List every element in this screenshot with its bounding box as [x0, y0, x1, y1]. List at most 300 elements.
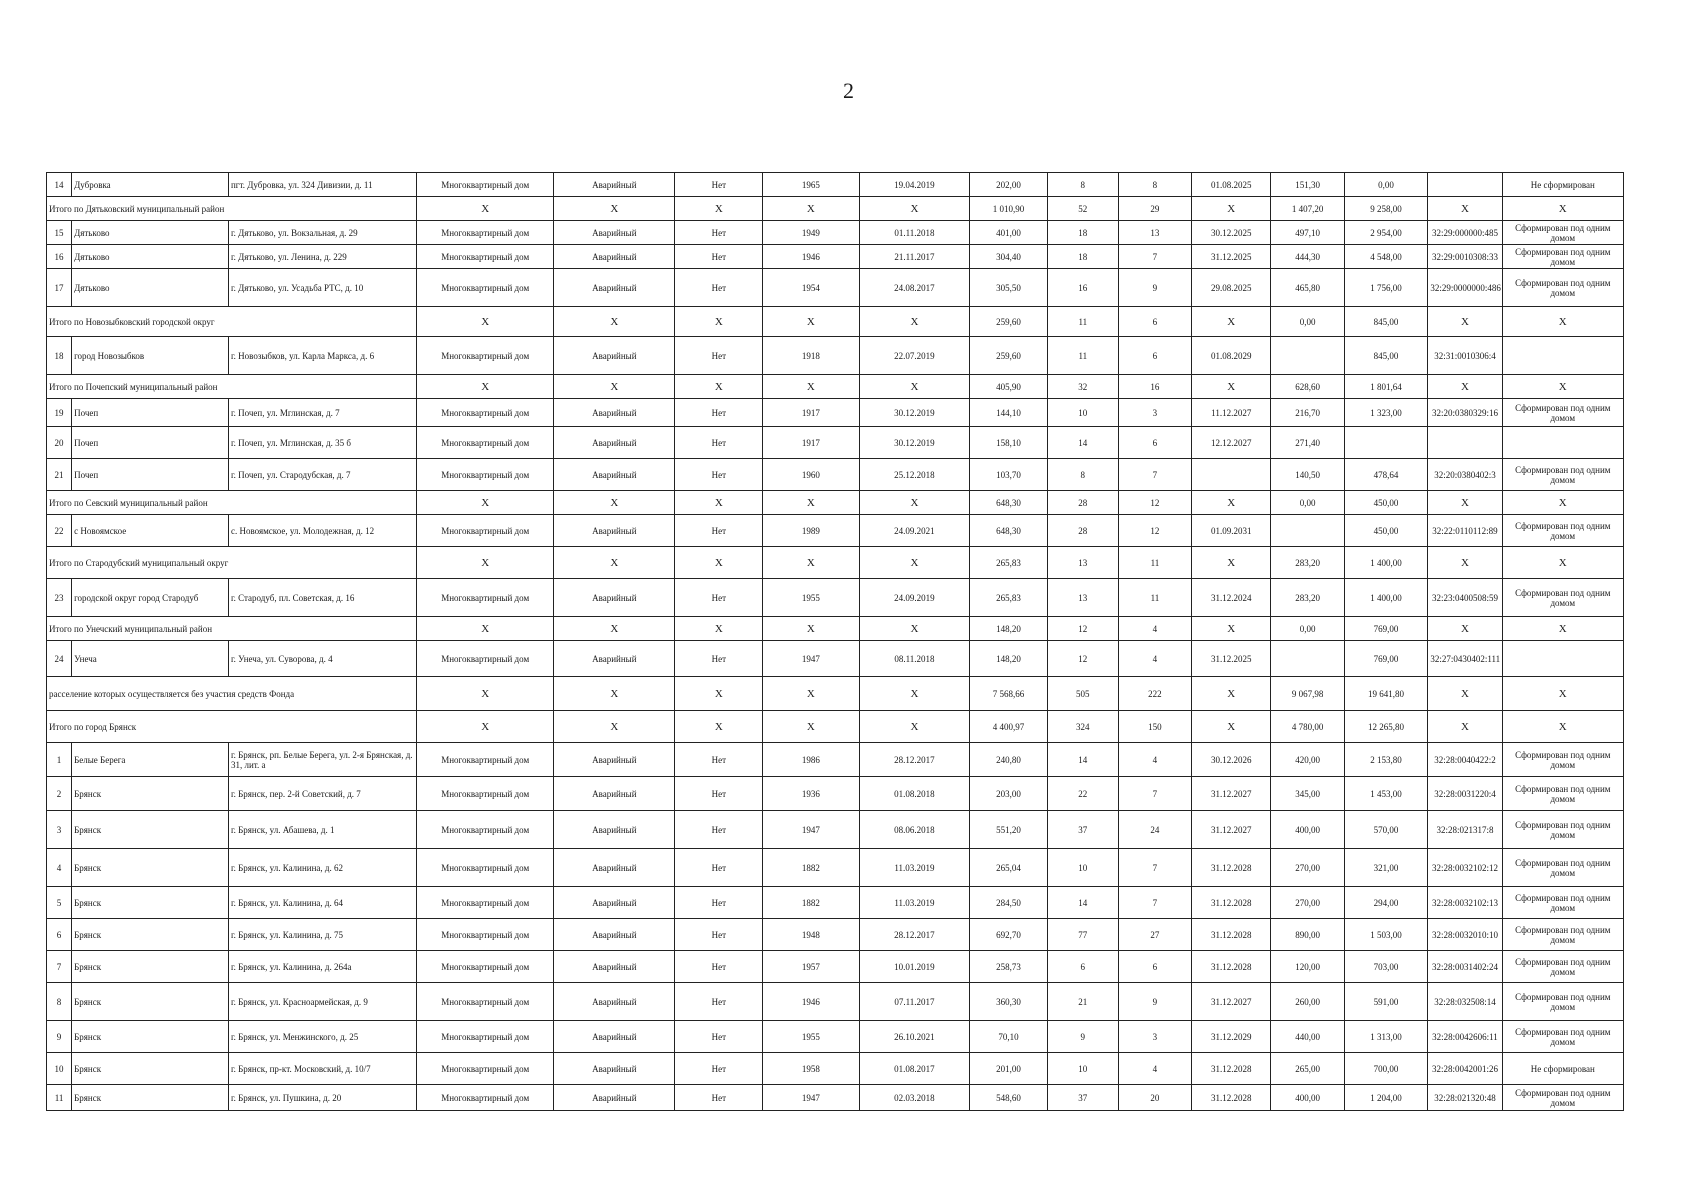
table-cell: Дятьково: [72, 269, 229, 307]
table-cell: 140,50: [1271, 459, 1344, 491]
table-cell: 450,00: [1344, 491, 1428, 515]
table-cell: 240,80: [970, 743, 1047, 777]
table-cell: 8: [1047, 459, 1118, 491]
table-cell: 505: [1047, 677, 1118, 711]
table-cell: Нет: [675, 777, 763, 811]
table-cell: Аварийный: [554, 221, 675, 245]
table-cell: X: [1502, 677, 1623, 711]
table-cell: 440,00: [1271, 1021, 1344, 1053]
table-cell: Многоквартирный дом: [417, 951, 554, 983]
table-cell: 700,00: [1344, 1053, 1428, 1085]
table-cell: 01.08.2029: [1192, 337, 1271, 375]
table-cell: Многоквартирный дом: [417, 1085, 554, 1111]
table-cell: 18: [1047, 221, 1118, 245]
table-cell: 845,00: [1344, 307, 1428, 337]
table-cell: 6: [1118, 337, 1191, 375]
table-cell: Аварийный: [554, 427, 675, 459]
table-cell: г. Стародуб, пл. Советская, д. 16: [228, 579, 416, 617]
table-cell: г. Брянск, ул. Красноармейская, д. 9: [228, 983, 416, 1021]
table-cell: X: [554, 375, 675, 399]
table-cell: X: [859, 307, 970, 337]
table-cell: г. Почеп, ул. Мглинская, д. 35 б: [228, 427, 416, 459]
table-cell: Многоквартирный дом: [417, 427, 554, 459]
table-cell: 450,00: [1344, 515, 1428, 547]
table-cell: X: [675, 617, 763, 641]
table-cell: 1948: [763, 919, 859, 951]
table-cell: Брянск: [72, 951, 229, 983]
table-cell: 4 780,00: [1271, 711, 1344, 743]
table-cell: 10: [1047, 1053, 1118, 1085]
table-cell: г. Почеп, ул. Стародубская, д. 7: [228, 459, 416, 491]
table-cell: 13: [1047, 579, 1118, 617]
table-cell: Аварийный: [554, 515, 675, 547]
subtotal-label: Итого по Почепский муниципальный район: [47, 375, 417, 399]
table-cell: 1947: [763, 811, 859, 849]
table-cell: 8: [1118, 173, 1191, 197]
table-cell: 1 010,90: [970, 197, 1047, 221]
table-cell: X: [417, 197, 554, 221]
table-cell: 7: [1118, 849, 1191, 887]
table-cell: X: [763, 677, 859, 711]
table-cell: X: [763, 197, 859, 221]
table-cell: Не сформирован: [1502, 1053, 1623, 1085]
subtotal-row: [47, 197, 1624, 221]
table-cell: 258,73: [970, 951, 1047, 983]
table-cell: 28.12.2017: [859, 743, 970, 777]
table-cell: 420,00: [1271, 743, 1344, 777]
table-cell: г. Почеп, ул. Мглинская, д. 7: [228, 399, 416, 427]
table-cell: X: [859, 617, 970, 641]
table-row: [47, 1085, 1624, 1111]
table-cell: 31.12.2027: [1192, 777, 1271, 811]
table-cell: 77: [1047, 919, 1118, 951]
table-cell: Нет: [675, 951, 763, 983]
table-cell: 144,10: [970, 399, 1047, 427]
table-cell: Аварийный: [554, 811, 675, 849]
table-cell: Сформирован под одним домом: [1502, 811, 1623, 849]
table-cell: 3: [1118, 1021, 1191, 1053]
table-cell: X: [1428, 677, 1502, 711]
table-cell: 401,00: [970, 221, 1047, 245]
table-cell: Нет: [675, 641, 763, 677]
table-cell: 570,00: [1344, 811, 1428, 849]
table-cell: 32:29:000000:485: [1428, 221, 1502, 245]
table-cell: 12: [1118, 491, 1191, 515]
table-cell: г. Брянск, ул. Калинина, д. 264а: [228, 951, 416, 983]
table-cell: 4 400,97: [970, 711, 1047, 743]
table-cell: 14: [1047, 887, 1118, 919]
table-cell: 32:28:0042606:11: [1428, 1021, 1502, 1053]
table-cell: X: [554, 307, 675, 337]
table-cell: X: [763, 307, 859, 337]
table-cell: X: [859, 677, 970, 711]
table-cell: 5: [47, 887, 72, 919]
table-cell: 12.12.2027: [1192, 427, 1271, 459]
table-cell: Сформирован под одним домом: [1502, 777, 1623, 811]
table-cell: 7: [1118, 245, 1191, 269]
table-cell: Многоквартирный дом: [417, 919, 554, 951]
table-cell: X: [417, 617, 554, 641]
table-cell: Брянск: [72, 919, 229, 951]
table-cell: Нет: [675, 887, 763, 919]
table-cell: 283,20: [1271, 579, 1344, 617]
table-cell: X: [675, 491, 763, 515]
table-cell: 32:28:032508:14: [1428, 983, 1502, 1021]
table-cell: г. Новозыбков, ул. Карла Маркса, д. 6: [228, 337, 416, 375]
table-cell: X: [859, 491, 970, 515]
table-cell: Нет: [675, 811, 763, 849]
table-cell: 14: [47, 173, 72, 197]
table-cell: 4 548,00: [1344, 245, 1428, 269]
table-cell: [1344, 427, 1428, 459]
table-cell: X: [1192, 307, 1271, 337]
table-cell: 22: [47, 515, 72, 547]
table-cell: Брянск: [72, 1085, 229, 1111]
table-cell: X: [554, 197, 675, 221]
table-cell: 202,00: [970, 173, 1047, 197]
table-row: [47, 269, 1624, 307]
table-cell: 9: [47, 1021, 72, 1053]
table-cell: 70,10: [970, 1021, 1047, 1053]
table-cell: 19.04.2019: [859, 173, 970, 197]
table-cell: 1 400,00: [1344, 547, 1428, 579]
table-cell: 32:27:0430402:111: [1428, 641, 1502, 677]
table-cell: Сформирован под одним домом: [1502, 887, 1623, 919]
table-cell: Нет: [675, 337, 763, 375]
table-cell: 0,00: [1344, 173, 1428, 197]
table-cell: 31.12.2028: [1192, 1053, 1271, 1085]
table-cell: 548,60: [970, 1085, 1047, 1111]
table-cell: 28.12.2017: [859, 919, 970, 951]
table-cell: Аварийный: [554, 919, 675, 951]
table-row: [47, 459, 1624, 491]
table-cell: Нет: [675, 743, 763, 777]
table-cell: 16: [1118, 375, 1191, 399]
table-cell: 32:28:0042001:26: [1428, 1053, 1502, 1085]
table-cell: 1917: [763, 427, 859, 459]
table-cell: X: [1502, 491, 1623, 515]
table-cell: 01.08.2018: [859, 777, 970, 811]
table-cell: 4: [1118, 743, 1191, 777]
table-cell: 24: [1118, 811, 1191, 849]
table-cell: Аварийный: [554, 337, 675, 375]
table-cell: 259,60: [970, 337, 1047, 375]
table-cell: 21.11.2017: [859, 245, 970, 269]
subtotal-row: [47, 375, 1624, 399]
table-cell: 3: [47, 811, 72, 849]
table-cell: 1 400,00: [1344, 579, 1428, 617]
table-cell: 9 258,00: [1344, 197, 1428, 221]
table-row: [47, 337, 1624, 375]
table-cell: 02.03.2018: [859, 1085, 970, 1111]
table-cell: Многоквартирный дом: [417, 221, 554, 245]
table-cell: Белые Берега: [72, 743, 229, 777]
table-cell: 12: [1047, 641, 1118, 677]
table-cell: 1 323,00: [1344, 399, 1428, 427]
table-cell: X: [763, 491, 859, 515]
table-cell: 465,80: [1271, 269, 1344, 307]
table-cell: 32:28:0031402:24: [1428, 951, 1502, 983]
table-cell: 1918: [763, 337, 859, 375]
table-cell: Сформирован под одним домом: [1502, 245, 1623, 269]
subtotal-label: Итого по Дятьковский муниципальный район: [47, 197, 417, 221]
table-cell: 1 204,00: [1344, 1085, 1428, 1111]
table-cell: 32:28:0032102:13: [1428, 887, 1502, 919]
table-cell: Аварийный: [554, 1085, 675, 1111]
table-cell: [1502, 427, 1623, 459]
table-cell: 30.12.2019: [859, 399, 970, 427]
table-cell: 26.10.2021: [859, 1021, 970, 1053]
table-cell: X: [417, 547, 554, 579]
table-cell: 400,00: [1271, 811, 1344, 849]
table-cell: 2 954,00: [1344, 221, 1428, 245]
table-cell: X: [859, 711, 970, 743]
table-cell: 1955: [763, 579, 859, 617]
table-cell: Многоквартирный дом: [417, 245, 554, 269]
table-cell: Многоквартирный дом: [417, 269, 554, 307]
table-row: [47, 1021, 1624, 1053]
table-cell: 216,70: [1271, 399, 1344, 427]
table-cell: [1271, 337, 1344, 375]
table-cell: 890,00: [1271, 919, 1344, 951]
table-cell: 103,70: [970, 459, 1047, 491]
table-cell: Аварийный: [554, 641, 675, 677]
table-cell: 24.08.2017: [859, 269, 970, 307]
table-cell: Нет: [675, 221, 763, 245]
table-cell: 703,00: [1344, 951, 1428, 983]
table-cell: 32:23:0400508:59: [1428, 579, 1502, 617]
table-cell: 1 407,20: [1271, 197, 1344, 221]
table-cell: Аварийный: [554, 245, 675, 269]
table-cell: 20: [47, 427, 72, 459]
table-cell: Нет: [675, 983, 763, 1021]
table-cell: 12 265,80: [1344, 711, 1428, 743]
table-cell: X: [763, 711, 859, 743]
table-row: [47, 951, 1624, 983]
table-cell: 15: [47, 221, 72, 245]
subtotal-label: Итого по Стародубский муниципальный округ: [47, 547, 417, 579]
table-cell: 1947: [763, 1085, 859, 1111]
table-cell: г. Брянск, ул. Калинина, д. 62: [228, 849, 416, 887]
table-cell: 24.09.2021: [859, 515, 970, 547]
table-cell: 32:28:021317:8: [1428, 811, 1502, 849]
table-cell: 31.12.2025: [1192, 245, 1271, 269]
table-cell: Брянск: [72, 983, 229, 1021]
table-cell: 16: [47, 245, 72, 269]
subtotal-row: [47, 547, 1624, 579]
table-cell: Многоквартирный дом: [417, 515, 554, 547]
subtotal-row: [47, 491, 1624, 515]
table-cell: 30.12.2019: [859, 427, 970, 459]
table-cell: 16: [1047, 269, 1118, 307]
table-cell: 32: [1047, 375, 1118, 399]
table-cell: X: [1428, 197, 1502, 221]
table-cell: Аварийный: [554, 1021, 675, 1053]
table-cell: 17: [47, 269, 72, 307]
table-cell: 7: [1118, 459, 1191, 491]
table-cell: 27: [1118, 919, 1191, 951]
table-cell: Нет: [675, 919, 763, 951]
table-cell: 1 313,00: [1344, 1021, 1428, 1053]
table-cell: 1957: [763, 951, 859, 983]
table-cell: Нет: [675, 245, 763, 269]
table-cell: 18: [1047, 245, 1118, 269]
table-cell: 32:28:0040422:2: [1428, 743, 1502, 777]
table-cell: 265,83: [970, 579, 1047, 617]
table-cell: 11: [47, 1085, 72, 1111]
table-cell: Брянск: [72, 811, 229, 849]
table-cell: 22.07.2019: [859, 337, 970, 375]
table-cell: 8: [1047, 173, 1118, 197]
table-cell: Нет: [675, 1053, 763, 1085]
table-cell: X: [1502, 375, 1623, 399]
table-cell: 31.12.2027: [1192, 983, 1271, 1021]
table-cell: 321,00: [1344, 849, 1428, 887]
table-cell: Многоквартирный дом: [417, 811, 554, 849]
table-cell: 405,90: [970, 375, 1047, 399]
table-cell: 0,00: [1271, 617, 1344, 641]
table-cell: Дубровка: [72, 173, 229, 197]
table-cell: Нет: [675, 515, 763, 547]
table-cell: X: [1192, 547, 1271, 579]
table-cell: 21: [1047, 983, 1118, 1021]
table-cell: 31.12.2028: [1192, 887, 1271, 919]
subtotal-row: [47, 677, 1624, 711]
table-cell: Многоквартирный дом: [417, 459, 554, 491]
table-cell: 4: [1118, 1053, 1191, 1085]
table-cell: 551,20: [970, 811, 1047, 849]
table-cell: 31.12.2025: [1192, 641, 1271, 677]
table-cell: X: [675, 307, 763, 337]
table-cell: Многоквартирный дом: [417, 173, 554, 197]
page-number: 2: [843, 78, 854, 103]
table-cell: г. Брянск, ул. Калинина, д. 75: [228, 919, 416, 951]
table-cell: Многоквартирный дом: [417, 849, 554, 887]
table-cell: 9 067,98: [1271, 677, 1344, 711]
table-cell: Дятьково: [72, 245, 229, 269]
table-row: [47, 887, 1624, 919]
table-cell: 11: [1047, 307, 1118, 337]
table-cell: X: [417, 375, 554, 399]
table-row: [47, 173, 1624, 197]
table-cell: Дятьково: [72, 221, 229, 245]
table-row: [47, 221, 1624, 245]
table-cell: Нет: [675, 1085, 763, 1111]
subtotal-label: Итого по Севский муниципальный район: [47, 491, 417, 515]
table-cell: 6: [47, 919, 72, 951]
table-cell: 10.01.2019: [859, 951, 970, 983]
table-cell: 283,20: [1271, 547, 1344, 579]
table-cell: X: [859, 375, 970, 399]
table-cell: Сформирован под одним домом: [1502, 515, 1623, 547]
subtotal-row: [47, 711, 1624, 743]
table-cell: 6: [1118, 307, 1191, 337]
table-cell: X: [554, 617, 675, 641]
table-cell: X: [554, 547, 675, 579]
table-cell: 1955: [763, 1021, 859, 1053]
table-cell: 3: [1118, 399, 1191, 427]
table-cell: 4: [1118, 641, 1191, 677]
table-cell: 9: [1118, 269, 1191, 307]
table-cell: 23: [47, 579, 72, 617]
table-cell: 11.03.2019: [859, 849, 970, 887]
table-cell: г. Унеча, ул. Суворова, д. 4: [228, 641, 416, 677]
table-cell: 769,00: [1344, 641, 1428, 677]
table-cell: 151,30: [1271, 173, 1344, 197]
table-cell: 10: [1047, 399, 1118, 427]
table-cell: 01.08.2017: [859, 1053, 970, 1085]
table-cell: Многоквартирный дом: [417, 399, 554, 427]
table-cell: 37: [1047, 811, 1118, 849]
table-cell: 1882: [763, 887, 859, 919]
table-cell: 270,00: [1271, 887, 1344, 919]
table-cell: 4: [1118, 617, 1191, 641]
table-row: [47, 849, 1624, 887]
table-cell: [1502, 641, 1623, 677]
table-cell: Сформирован под одним домом: [1502, 849, 1623, 887]
table-row: [47, 777, 1624, 811]
table-cell: Аварийный: [554, 887, 675, 919]
table-row: [47, 515, 1624, 547]
table-cell: Многоквартирный дом: [417, 1021, 554, 1053]
table-cell: Унеча: [72, 641, 229, 677]
table-cell: Сформирован под одним домом: [1502, 951, 1623, 983]
table-cell: 1882: [763, 849, 859, 887]
table-cell: X: [1192, 617, 1271, 641]
table-cell: 150: [1118, 711, 1191, 743]
table-cell: 1: [47, 743, 72, 777]
table-cell: 444,30: [1271, 245, 1344, 269]
table-cell: 52: [1047, 197, 1118, 221]
table-cell: Нет: [675, 269, 763, 307]
table-cell: X: [1192, 711, 1271, 743]
table-cell: 2 153,80: [1344, 743, 1428, 777]
table-row: [47, 245, 1624, 269]
table-cell: 32:20:0380402:3: [1428, 459, 1502, 491]
table-cell: 19 641,80: [1344, 677, 1428, 711]
table-cell: X: [1428, 617, 1502, 641]
table-cell: Нет: [675, 399, 763, 427]
table-cell: пгт. Дубровка, ул. 324 Дивизии, д. 11: [228, 173, 416, 197]
table-cell: 6: [1118, 427, 1191, 459]
table-cell: 08.11.2018: [859, 641, 970, 677]
table-cell: X: [1192, 677, 1271, 711]
table-cell: 294,00: [1344, 887, 1428, 919]
table-cell: 21: [47, 459, 72, 491]
table-row: [47, 399, 1624, 427]
table-cell: 1954: [763, 269, 859, 307]
table-cell: 628,60: [1271, 375, 1344, 399]
table-cell: X: [1428, 307, 1502, 337]
table-cell: X: [675, 711, 763, 743]
subtotal-row: [47, 307, 1624, 337]
table-cell: г. Дятьково, ул. Ленина, д. 229: [228, 245, 416, 269]
table-cell: 7 568,66: [970, 677, 1047, 711]
table-cell: 0,00: [1271, 491, 1344, 515]
table-cell: [1271, 515, 1344, 547]
table-cell: Сформирован под одним домом: [1502, 399, 1623, 427]
table-cell: 6: [1047, 951, 1118, 983]
table-cell: 1936: [763, 777, 859, 811]
table-cell: 9: [1118, 983, 1191, 1021]
subtotal-label: расселение которых осуществляется без участия средств Фонда: [47, 677, 417, 711]
table-row: [47, 743, 1624, 777]
table-cell: 0,00: [1271, 307, 1344, 337]
subtotal-label: Итого по Новозыбковский городской округ: [47, 307, 417, 337]
table-cell: 400,00: [1271, 1085, 1344, 1111]
housing-register-table: [46, 172, 1624, 1111]
table-cell: [1192, 459, 1271, 491]
